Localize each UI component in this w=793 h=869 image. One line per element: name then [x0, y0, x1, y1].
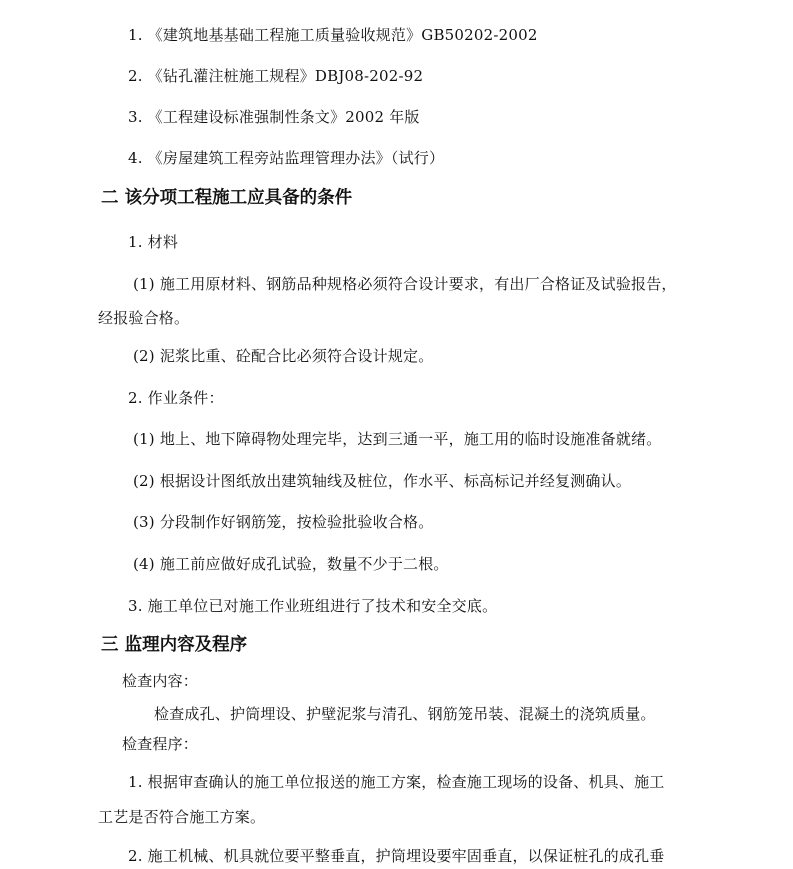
reference-item-4: 4. 《房屋建筑工程旁站监理管理办法》（试行） [128, 149, 445, 167]
work-condition-2: (2) 根据设计图纸放出建筑轴线及桩位，作水平、标高标记并经复测确认。 [133, 472, 632, 490]
reference-item-2: 2. 《钻孔灌注桩施工规程》DBJ08-202-92 [128, 67, 424, 85]
procedure-step-1-line-2: 工艺是否符合施工方案。 [98, 808, 266, 826]
materials-item-1-line-1: (1) 施工用原材料、钢筋品种规格必须符合设计要求，有出厂合格证及试验报告， [133, 275, 677, 293]
materials-title: 1. 材料 [128, 233, 179, 251]
procedure-step-2-line-1: 2. 施工机械、机具就位要平整垂直，护筒埋设要牢固垂直，以保证桩孔的成孔垂 [128, 847, 665, 865]
materials-item-2: (2) 泥浆比重、砼配合比必须符合设计规定。 [133, 347, 434, 365]
reference-item-3: 3. 《工程建设标准强制性条文》2002 年版 [128, 108, 420, 126]
reference-item-1: 1. 《建筑地基基础工程施工质量验收规范》GB50202-2002 [128, 26, 538, 44]
work-conditions-title: 2. 作业条件： [128, 389, 224, 407]
work-condition-1: (1) 地上、地下障碍物处理完毕，达到三通一平，施工用的临时设施准备就绪。 [133, 430, 662, 448]
inspection-procedure-label: 检查程序： [122, 735, 199, 753]
safety-briefing: 3. 施工单位已对施工作业班组进行了技术和安全交底。 [128, 597, 498, 615]
procedure-step-1-line-1: 1. 根据审查确认的施工单位报送的施工方案，检查施工现场的设备、机具、施工 [128, 773, 665, 791]
inspection-content-text: 检查成孔、护筒埋设、护壁泥浆与清孔、钢筋笼吊装、混凝土的浇筑质量。 [154, 705, 656, 723]
work-condition-4: (4) 施工前应做好成孔试验，数量不少于二根。 [133, 555, 449, 573]
section-heading-supervision: 三 监理内容及程序 [101, 635, 248, 655]
inspection-content-label: 检查内容： [122, 672, 199, 690]
section-heading-conditions: 二 该分项工程施工应具备的条件 [101, 188, 353, 208]
work-condition-3: (3) 分段制作好钢筋笼，按检验批验收合格。 [133, 513, 434, 531]
materials-item-1-line-2: 经报验合格。 [98, 309, 190, 327]
